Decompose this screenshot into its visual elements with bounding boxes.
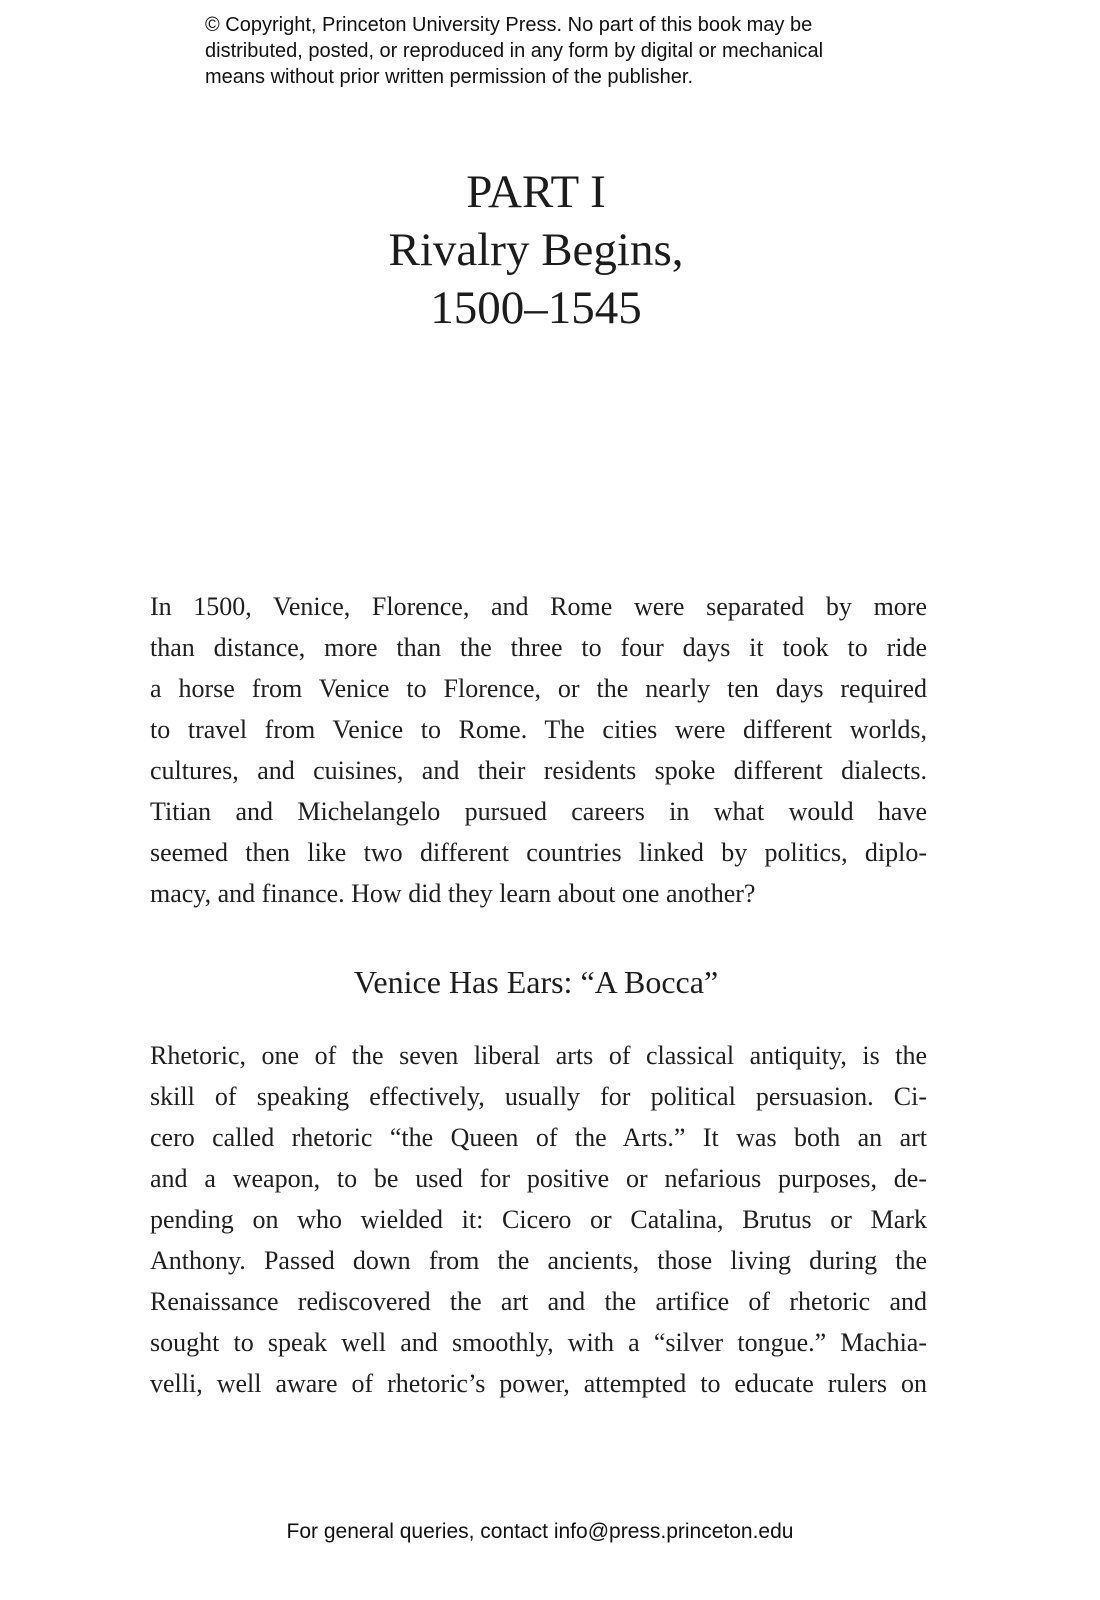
- section-heading: Venice Has Ears: “A Bocca”: [353, 964, 719, 1000]
- text-line: to travel from Venice to Rome. The cities were different worlds,: [150, 715, 927, 744]
- text-line: Titian and Michelangelo pursued careers in what would have: [150, 797, 927, 826]
- copyright-line: distributed, posted, or reproduced in any form by digital or mechanical: [205, 40, 824, 62]
- text-line: In 1500, Venice, Florence, and Rome were separated by more: [150, 592, 927, 621]
- text-line: Renaissance rediscovered the art and the artifice of rhetoric and: [150, 1287, 927, 1316]
- section-paragraph: [150, 1035, 927, 1404]
- text-line: pending on who wielded it: Cicero or Catalina, Brutus or Mark: [150, 1205, 927, 1234]
- copyright-line: © Copyright, Princeton University Press. No part of this book may be: [205, 14, 813, 36]
- text-line: a horse from Venice to Florence, or the nearly ten days required: [150, 674, 927, 703]
- text-line: cultures, and cuisines, and their residents spoke different dialects.: [150, 756, 927, 785]
- part-title: Rivalry Begins,: [388, 224, 684, 276]
- part-heading: [0, 163, 1072, 337]
- text-line: velli, well aware of rhetoric’s power, attempted to educate rulers on: [150, 1369, 927, 1398]
- part-number: PART I: [466, 166, 606, 218]
- intro-paragraph: [150, 586, 927, 914]
- copyright-line: means without prior written permission of the publisher.: [205, 66, 694, 88]
- text-line: and a weapon, to be used for positive or nefarious purposes, de-: [150, 1164, 927, 1193]
- copyright-notice: [205, 12, 925, 90]
- text-line: macy, and finance. How did they learn about one another?: [150, 879, 756, 908]
- text-line: seemed then like two different countries linked by politics, diplo-: [150, 838, 927, 867]
- text-line: skill of speaking effectively, usually for political persuasion. Ci-: [150, 1082, 927, 1111]
- footer-contact: For general queries, contact info@press.princeton.edu: [286, 1520, 794, 1543]
- part-dates: 1500–1545: [430, 282, 642, 334]
- text-line: than distance, more than the three to four days it took to ride: [150, 633, 927, 662]
- text-line: cero called rhetoric “the Queen of the Arts.” It was both an art: [150, 1123, 927, 1152]
- text-line: Rhetoric, one of the seven liberal arts of classical antiquity, is the: [150, 1041, 927, 1070]
- text-line: Anthony. Passed down from the ancients, those living during the: [150, 1246, 927, 1275]
- text-line: sought to speak well and smoothly, with a “silver tongue.” Machia-: [150, 1328, 927, 1357]
